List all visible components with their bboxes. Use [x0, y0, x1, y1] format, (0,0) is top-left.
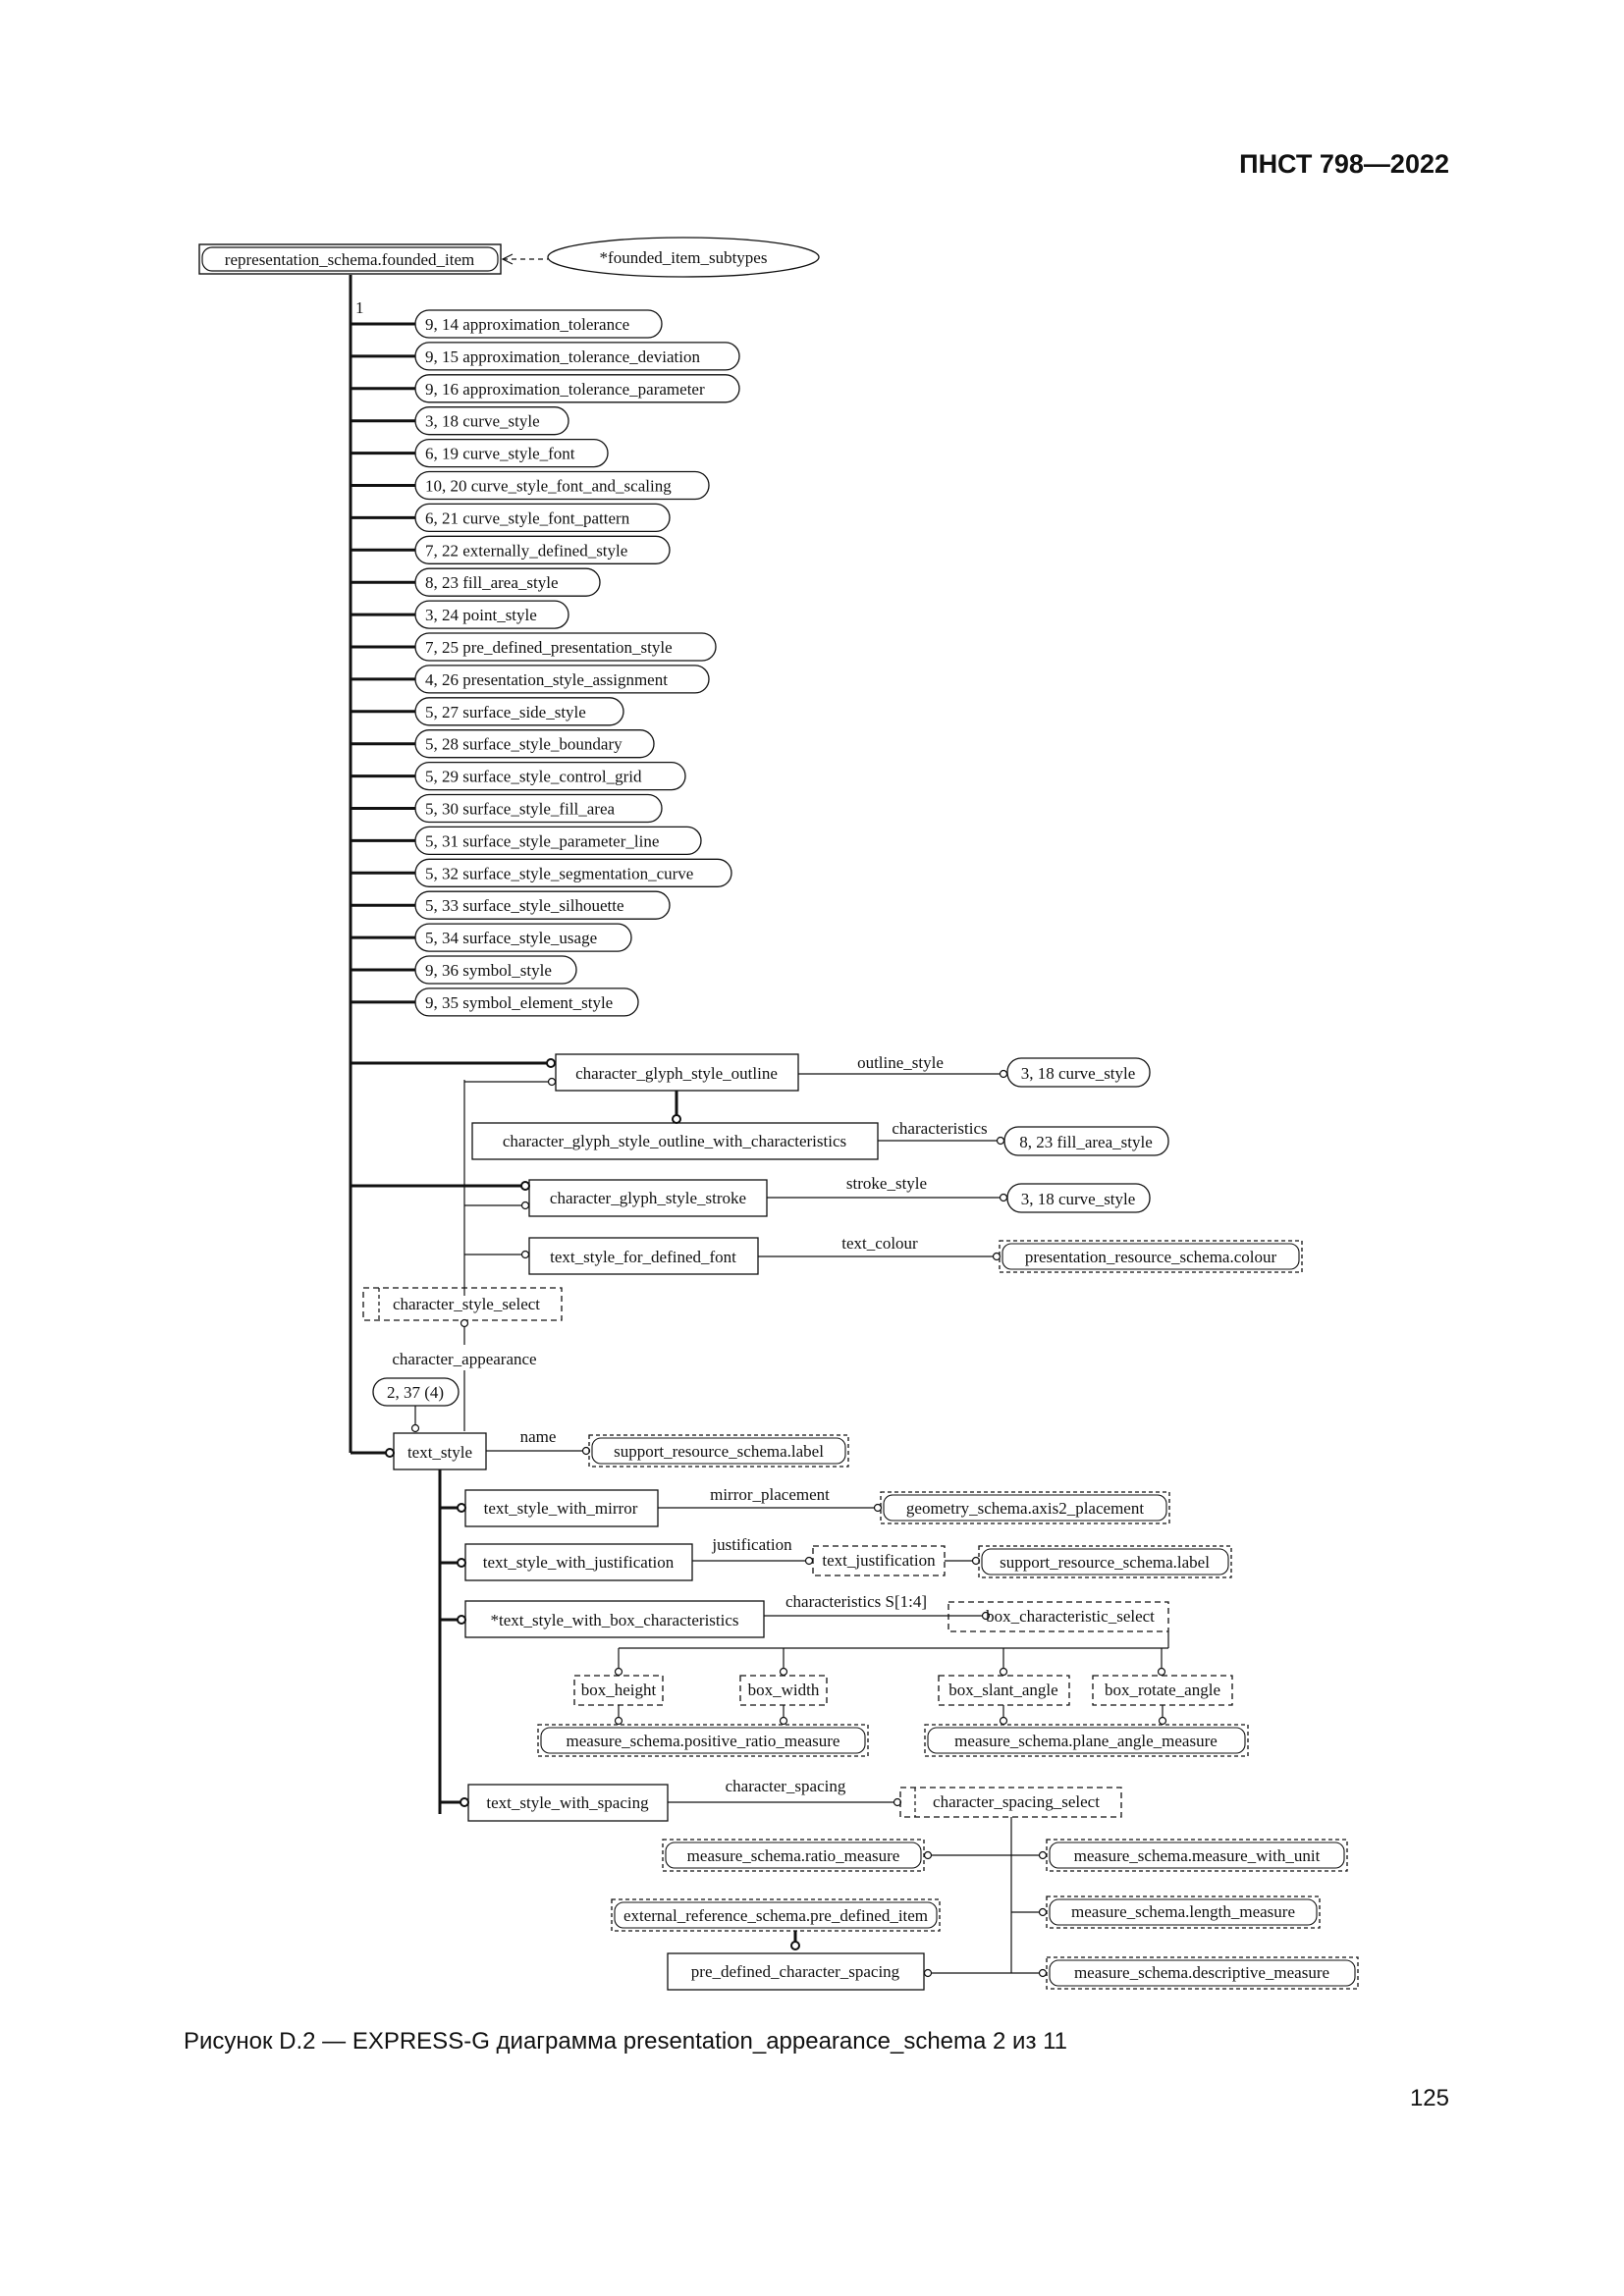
svg-text:3, 18 curve_style: 3, 18 curve_style — [1020, 1064, 1136, 1083]
subtype-ref-label: 4, 26 presentation_style_assignment — [425, 669, 668, 689]
svg-text:box_width: box_width — [747, 1681, 820, 1699]
subtype-ref-item — [351, 440, 608, 467]
entity-ts-label: text_style — [406, 1443, 473, 1462]
subtype-ref-label: 9, 14 approximation_tolerance — [425, 315, 630, 334]
subtype-ref-item — [351, 343, 739, 370]
entity-cgso-label: character_glyph_style_outline — [575, 1064, 778, 1083]
subtype-ref-item — [351, 472, 709, 500]
subtype-ref-label: 6, 19 curve_style_font — [425, 444, 575, 463]
attr-characteristics-s: characteristics S[1:4] — [785, 1592, 927, 1611]
select-bcs-label: box_characteristic_select — [986, 1607, 1155, 1626]
subtype-ref-item — [351, 375, 739, 402]
subtype-ref-label: 5, 28 surface_style_boundary — [425, 734, 623, 754]
svg-text:measure_schema.measure_with_un: measure_schema.measure_with_unit — [1073, 1846, 1321, 1865]
subtype-ref-item — [351, 730, 654, 758]
svg-text:support_resource_schema.label: support_resource_schema.label — [1000, 1553, 1210, 1572]
root-entity — [199, 244, 501, 274]
subtype-ref-item — [351, 924, 631, 951]
subtype-ref-item — [351, 795, 662, 823]
subtype-ref-label: 3, 18 curve_style — [425, 411, 540, 431]
svg-text:measure_schema.positive_ratio_: measure_schema.positive_ratio_measure — [566, 1732, 840, 1750]
subtype-ref-label: 9, 35 symbol_element_style — [425, 992, 614, 1012]
svg-text:box_height: box_height — [580, 1681, 657, 1699]
root-entity-label: representation_schema.founded_item — [224, 250, 475, 269]
subtype-ref-item — [351, 859, 731, 886]
svg-text:*founded_item_subtypes: *founded_item_subtypes — [599, 248, 768, 267]
svg-text:measure_schema.ratio_measure: measure_schema.ratio_measure — [686, 1846, 900, 1865]
entity-tswj-label: text_style_with_justification — [482, 1553, 675, 1572]
page-number: 125 — [1409, 2085, 1449, 2111]
branch-end-circle — [547, 1059, 555, 1067]
svg-text:3, 18 curve_style: 3, 18 curve_style — [1020, 1190, 1136, 1208]
subtype-ref-item — [351, 601, 568, 628]
subtype-ref-item — [351, 666, 709, 693]
subtype-ref-label: 10, 20 curve_style_font_and_scaling — [425, 476, 672, 496]
subtype-ref-label: 7, 25 pre_defined_presentation_style — [425, 638, 673, 657]
attr-characteristics: characteristics — [892, 1119, 988, 1138]
subtype-ref-label: 8, 23 fill_area_style — [425, 573, 559, 593]
entity-tswbc-label: *text_style_with_box_characteristics — [490, 1611, 739, 1629]
select-tj-label: text_justification — [822, 1551, 936, 1570]
svg-text:measure_schema.descriptive_mea: measure_schema.descriptive_measure — [1073, 1963, 1330, 1982]
subtype-ref-label: 9, 36 symbol_style — [425, 961, 552, 980]
attr-outline-style: outline_style — [857, 1053, 944, 1072]
subtype-ref-label: 9, 16 approximation_tolerance_parameter — [425, 379, 705, 399]
select-csps-label: character_spacing_select — [933, 1792, 1100, 1811]
figure-caption: Рисунок D.2 — EXPRESS-G диаграмма presentation_appearance_schema 2 из 11 — [183, 2028, 1068, 2055]
svg-text:8, 23 fill_area_style: 8, 23 fill_area_style — [1019, 1133, 1153, 1151]
subtype-ref-label: 5, 32 surface_style_segmentation_curve — [425, 864, 694, 883]
document-id: ПНСТ 798—2022 — [1239, 149, 1449, 179]
select-css-label: character_style_select — [392, 1295, 541, 1313]
subtype-ref-list — [351, 310, 739, 1016]
subtype-ref-label: 5, 31 surface_style_parameter_line — [425, 831, 660, 851]
founded-item-subtypes-ref — [548, 238, 819, 277]
attr-text-colour: text_colour — [841, 1234, 918, 1253]
subtype-ref-item — [351, 763, 685, 790]
subtype-ref-item — [351, 504, 670, 531]
subtype-ref-item — [351, 633, 716, 661]
trunk-label: 1 — [355, 298, 364, 317]
subtype-ref-item — [351, 891, 670, 919]
attr-character-spacing: character_spacing — [725, 1777, 846, 1795]
subtype-ref-label: 5, 29 surface_style_control_grid — [425, 767, 642, 786]
subtype-ref-label: 5, 27 surface_side_style — [425, 702, 586, 721]
svg-text:support_resource_schema.label: support_resource_schema.label — [614, 1442, 824, 1461]
svg-text:box_slant_angle: box_slant_angle — [948, 1681, 1058, 1699]
svg-text:measure_schema.length_measure: measure_schema.length_measure — [1071, 1902, 1295, 1921]
attr-justification: justification — [712, 1535, 792, 1554]
subtype-ref-label: 7, 22 externally_defined_style — [425, 541, 628, 561]
subtype-ref-item — [351, 698, 623, 725]
subtype-ref-item — [351, 407, 568, 435]
attr-mirror-placement: mirror_placement — [710, 1485, 830, 1504]
svg-text:measure_schema.plane_angle_mea: measure_schema.plane_angle_measure — [954, 1732, 1218, 1750]
svg-text:presentation_resource_schema.c: presentation_resource_schema.colour — [1024, 1248, 1277, 1266]
svg-text:box_rotate_angle: box_rotate_angle — [1104, 1681, 1221, 1699]
entity-pdcs-label: pre_defined_character_spacing — [690, 1962, 900, 1981]
entity-cgsowc-label: character_glyph_style_outline_with_characteristics — [502, 1132, 847, 1150]
subtype-ref-item — [351, 536, 670, 563]
entity-tsfdf-label: text_style_for_defined_font — [550, 1248, 736, 1266]
attr-stroke-style: stroke_style — [845, 1174, 928, 1193]
subtype-ref-item — [351, 956, 576, 984]
subtype-ref-label: 9, 15 approximation_tolerance_deviation — [425, 347, 700, 366]
attr-character-appearance: character_appearance — [392, 1350, 537, 1368]
subtype-ref-label: 5, 34 surface_style_usage — [425, 929, 598, 948]
subtype-ref-item — [351, 568, 600, 596]
subtype-ref-label: 6, 21 curve_style_font_pattern — [425, 508, 630, 528]
subtype-ref-label: 5, 30 surface_style_fill_area — [425, 799, 616, 819]
subtype-ref-item — [351, 827, 701, 854]
svg-text:geometry_schema.axis2_placemen: geometry_schema.axis2_placement — [905, 1499, 1145, 1518]
subtype-ref-item — [351, 310, 662, 338]
subtype-ref-item — [351, 988, 638, 1016]
svg-text:external_reference_schema.pre_: external_reference_schema.pre_defined_item — [623, 1906, 929, 1925]
subtype-ref-label: 5, 33 surface_style_silhouette — [425, 896, 624, 916]
entity-tswm-label: text_style_with_mirror — [483, 1499, 638, 1518]
entity-cgss-label: character_glyph_style_stroke — [549, 1189, 747, 1207]
attr-name: name — [519, 1427, 557, 1446]
svg-text:2, 37 (4): 2, 37 (4) — [386, 1383, 445, 1402]
subtype-ref-label: 3, 24 point_style — [425, 606, 537, 625]
entity-tsws-label: text_style_with_spacing — [486, 1793, 649, 1812]
